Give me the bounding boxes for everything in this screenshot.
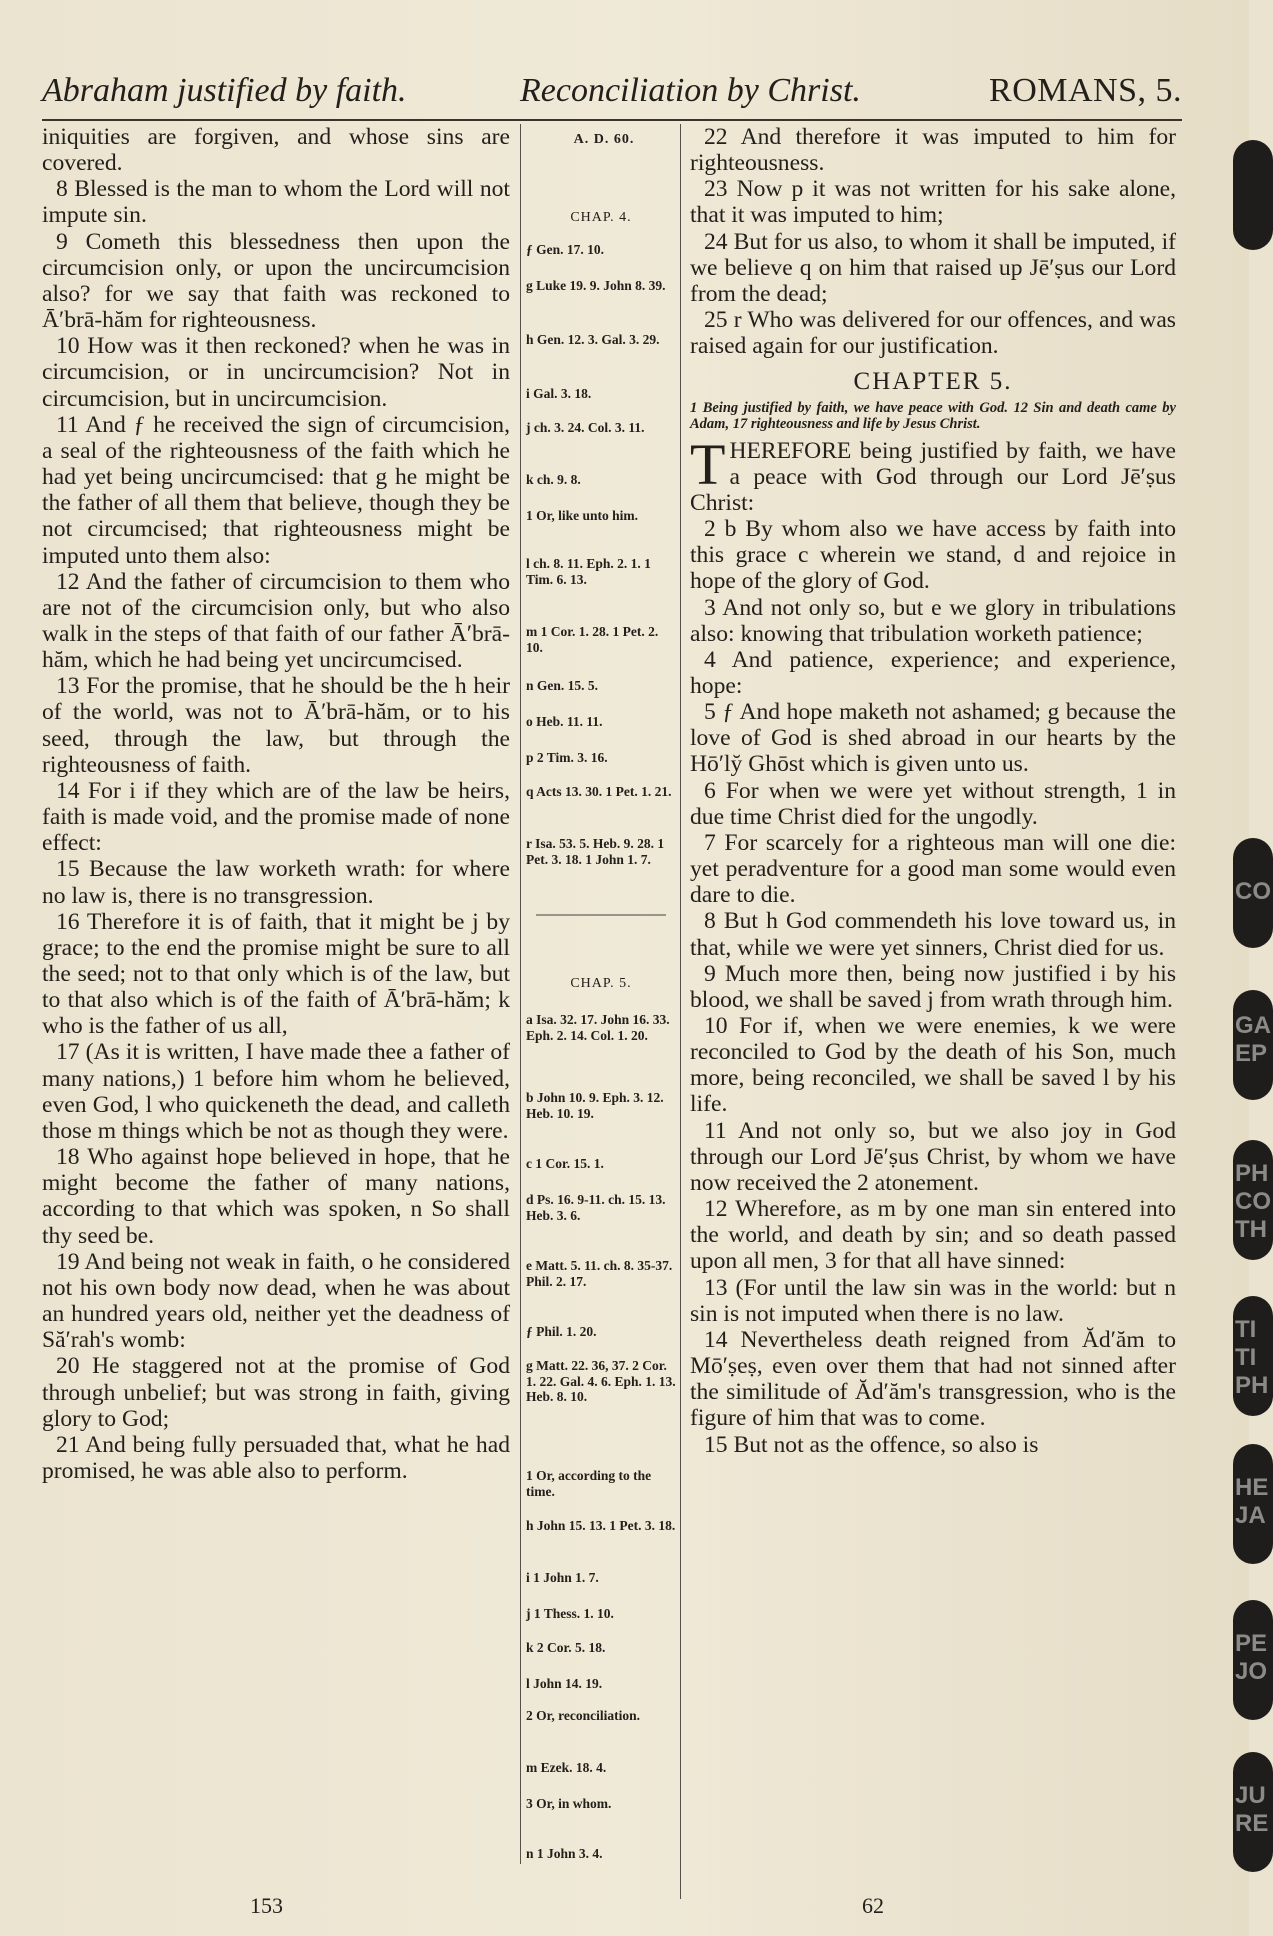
verse: 13 For the promise, that he should be the h heir of the world, was not to Ā′brā-hăm, or to his seed, through the law, but through the righteousness of faith. xyxy=(42,673,510,778)
running-head-left: Abraham justified by faith. xyxy=(42,72,407,109)
verse: 25 r Who was delivered for our offences, and was raised again for our justification. xyxy=(690,307,1176,360)
verse: 18 Who against hope believed in hope, that he might become the father of many nations, according to that which was spoken, n So shall thy seed be. xyxy=(42,1144,510,1249)
verse-1-text: HEREFORE being justified by faith, we have a peace with God through our Lord Jē′ṣus Christ: xyxy=(690,437,1176,516)
cross-reference: l ch. 8. 11. Eph. 2. 1. 1 Tim. 6. 13. xyxy=(526,556,651,587)
verse: 3 And not only so, but e we glory in tribulations also: knowing that tribulation worketh patience; xyxy=(690,594,1176,647)
verse: 9 Much more then, being now justified i by his blood, we shall be saved j from wrath through him. xyxy=(690,960,1176,1013)
verse: 11 And not only so, but we also joy in God through our Lord Jē′ṣus Christ, by whom we have now received the 2 atonement. xyxy=(690,1117,1176,1196)
reference-separator xyxy=(536,914,666,916)
verse: 23 Now p it was not written for his sake alone, that it was imputed to him; xyxy=(690,176,1176,229)
chapter-4-reference-label: CHAP. 4. xyxy=(570,210,632,225)
chapter-heading: CHAPTER 5. xyxy=(853,368,1013,396)
verse: iniquities are forgiven, and whose sins are covered. xyxy=(42,124,510,177)
cross-reference: g Luke 19. 9. John 8. 39. xyxy=(526,278,666,293)
verse: 8 But h God commendeth his love toward us, in that, while we were yet sinners, Christ died for us. xyxy=(690,908,1176,961)
left-text-column xyxy=(42,124,510,1484)
cross-reference: 1 Or, according to the time. xyxy=(526,1468,652,1499)
cross-reference: c 1 Cor. 15. 1. xyxy=(526,1156,604,1171)
verse: 13 (For until the law sin was in the world: but n sin is not imputed when there is no law. xyxy=(690,1274,1176,1327)
cross-reference: g Matt. 22. 36, 37. 2 Cor. 1. 22. Gal. 4. 6. Eph. 1. 13. Heb. 8. 10. xyxy=(526,1358,676,1404)
cross-reference: b John 10. 9. Eph. 3. 12. Heb. 10. 19. xyxy=(526,1090,664,1121)
cross-reference: q Acts 13. 30. 1 Pet. 1. 21. xyxy=(526,784,672,799)
thumb-index-tab[interactable]: TI TI PH xyxy=(1233,1296,1273,1416)
verse: 14 Nevertheless death reigned from Ăd′ăm to Mō′ṣeṣ, even over them that had not sinned after the similitude of Ăd′ăm's transgression, who is the figure of him that was to come. xyxy=(690,1326,1176,1432)
verse: 5 ƒ And hope maketh not ashamed; g because the love of God is shed abroad in our hearts by the Hō′ly̆ Ghōst which is given unto us. xyxy=(690,699,1176,778)
column-divider xyxy=(680,124,681,1899)
right-text-column xyxy=(690,124,1176,1458)
verse: 6 For when we were yet without strength, 1 in due time Christ died for the ungodly. xyxy=(690,777,1176,830)
verse: 19 And being not weak in faith, o he considered not his own body now dead, when he was about an hundred years old, neither yet the deadness of Să′rah's womb: xyxy=(42,1248,510,1354)
verse-1 xyxy=(690,431,1176,516)
cross-reference: e Matt. 5. 11. ch. 8. 35-37. Phil. 2. 17. xyxy=(526,1258,673,1289)
verse: 4 And patience, experience; and experience, hope: xyxy=(690,646,1176,699)
running-head-book-chapter: ROMANS, 5. xyxy=(989,72,1182,109)
thumb-index-tab[interactable]: PH CO TH xyxy=(1233,1140,1273,1260)
date-label: A. D. 60. xyxy=(573,132,635,147)
cross-reference: m 1 Cor. 1. 28. 1 Pet. 2. 10. xyxy=(526,624,659,655)
cross-reference: h Gen. 12. 3. Gal. 3. 29. xyxy=(526,332,660,347)
cross-reference: n 1 John 3. 4. xyxy=(526,1846,603,1861)
cross-reference: k 2 Cor. 5. 18. xyxy=(526,1640,606,1655)
cross-reference: h John 15. 13. 1 Pet. 3. 18. xyxy=(526,1518,676,1533)
thumb-index-tab[interactable]: PE JO xyxy=(1233,1600,1273,1720)
verse: 16 Therefore it is of faith, that it might be j by grace; to the end the promise might be sure to all the seed; not to that only which is of the law, but to that also which is of the faith of Ā′brā-hăm; k who is the father of us all, xyxy=(42,908,510,1040)
verse: 20 He staggered not at the promise of God through unbelief; but was strong in faith, giving glory to God; xyxy=(42,1353,510,1432)
verse: 15 But not as the offence, so also is xyxy=(704,1431,1039,1458)
verse: 22 And therefore it was imputed to him for righteousness. xyxy=(690,124,1176,177)
thumb-index-tab[interactable]: HE JA xyxy=(1233,1444,1273,1564)
cross-reference: a Isa. 32. 17. John 16. 33. Eph. 2. 14. Col. 1. 20. xyxy=(526,1012,670,1043)
cross-reference: d Ps. 16. 9-11. ch. 15. 13. Heb. 3. 6. xyxy=(526,1192,666,1223)
header-rule xyxy=(42,119,1182,121)
thumb-index-tab[interactable] xyxy=(1233,140,1273,250)
cross-reference: ƒ Phil. 1. 20. xyxy=(526,1324,597,1339)
chapter-5-reference-label: CHAP. 5. xyxy=(570,976,632,991)
verse: 10 How was it then reckoned? when he was in circumcision, or in uncircumcision? Not in circumcision, but in uncircumcision. xyxy=(42,333,510,412)
cross-reference: 2 Or, reconciliation. xyxy=(526,1708,640,1723)
verse: 2 b By whom also we have access by faith into this grace c wherein we stand, d and rejoice in hope of the glory of God. xyxy=(690,516,1176,595)
verse: 17 (As it is written, I have made thee a father of many nations,) 1 before him whom he believed, even God, l who quickeneth the dead, and calleth those m things which be not as though they were. xyxy=(42,1039,510,1144)
page-number-right: 62 xyxy=(862,1893,884,1918)
running-head xyxy=(42,72,1182,122)
running-head-middle: Reconciliation by Christ. xyxy=(520,72,861,109)
verse: 21 And being fully persuaded that, what he had promised, he was able also to perform. xyxy=(42,1431,510,1484)
cross-reference: 1 Or, like unto him. xyxy=(526,508,639,523)
verse: 7 For scarcely for a righteous man will one die: yet peradventure for a good man some would even dare to die. xyxy=(690,829,1176,909)
verse: 9 Cometh this blessedness then upon the circumcision only, or upon the uncircumcision also? for we say that faith was reckoned to Ā′brā-hăm for righteousness. xyxy=(42,228,510,334)
cross-reference: p 2 Tim. 3. 16. xyxy=(526,750,608,765)
page-number-left: 153 xyxy=(250,1893,283,1918)
cross-reference: n Gen. 15. 5. xyxy=(526,678,599,693)
verse: 11 And ƒ he received the sign of circumcision, a seal of the righteousness of the faith which he had yet being uncircumcised: that g he might be the father of all them that believe, though they be not circumcised; that righteousness might be imputed unto them also: xyxy=(42,411,510,569)
drop-cap: T xyxy=(690,431,726,497)
cross-reference: i 1 John 1. 7. xyxy=(526,1570,599,1585)
cross-reference: r Isa. 53. 5. Heb. 9. 28. 1 Pet. 3. 18. 1 John 1. 7. xyxy=(526,836,665,867)
verse: 15 Because the law worketh wrath: for where no law is, there is no transgression. xyxy=(42,856,510,909)
chapter-summary: 1 Being justified by faith, we have peace with God. 12 Sin and death came by Adam, 17 righteousness and life by Jesus Christ. xyxy=(690,399,1176,432)
verse: 24 But for us also, to whom it shall be imputed, if we believe q on him that raised up Jē′ṣus our Lord from the dead; xyxy=(690,228,1176,307)
cross-reference: k ch. 9. 8. xyxy=(526,472,581,487)
cross-reference: j 1 Thess. 1. 10. xyxy=(526,1606,614,1621)
verse: 8 Blessed is the man to whom the Lord will not impute sin. xyxy=(42,176,510,229)
thumb-index-tab[interactable]: JU RE xyxy=(1233,1752,1273,1872)
thumb-index-tab[interactable]: CO xyxy=(1233,838,1273,948)
verse: 12 And the father of circumcision to them who are not of the circumcision only, but who also walk in the steps of that faith of our father Ā′brā-hăm, which he had being yet uncircumcised. xyxy=(42,568,510,674)
cross-reference: o Heb. 11. 11. xyxy=(526,714,603,729)
thumb-index-tab[interactable]: GA EP xyxy=(1233,990,1273,1100)
verse: 14 For i if they which are of the law be heirs, faith is made void, and the promise made of none effect: xyxy=(42,777,510,857)
cross-reference: i Gal. 3. 18. xyxy=(526,386,592,401)
verse: 10 For if, when we were enemies, k we were reconciled to God by the death of his Son, much more, being reconciled, we shall be saved l by his life. xyxy=(690,1013,1176,1118)
verse: 12 Wherefore, as m by one man sin entered into the world, and death by sin; and so death passed upon all men, 3 for that all have sinned: xyxy=(690,1196,1176,1275)
cross-reference: l John 14. 19. xyxy=(526,1676,603,1691)
cross-reference: m Ezek. 18. 4. xyxy=(526,1760,607,1775)
cross-reference: ƒ Gen. 17. 10. xyxy=(526,242,605,257)
cross-reference: 3 Or, in whom. xyxy=(526,1796,612,1811)
cross-reference: j ch. 3. 24. Col. 3. 11. xyxy=(526,420,645,435)
column-divider xyxy=(520,124,521,1864)
